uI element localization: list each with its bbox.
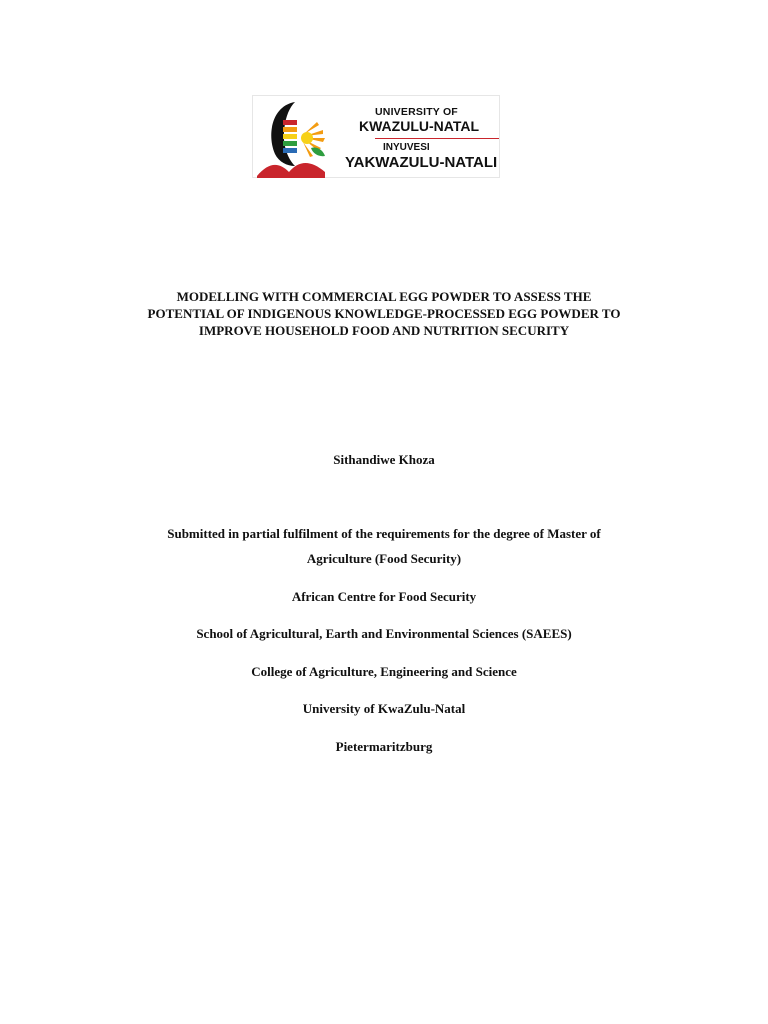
submission-statement-line-1: Submitted in partial fulfilment of the requirements for the degree of Master of: [167, 526, 601, 541]
ukzn-emblem-icon: [253, 96, 341, 179]
logo-divider: [375, 138, 499, 139]
logo-line-3: INYUVESI: [383, 142, 430, 153]
city-name: Pietermaritzburg: [335, 739, 433, 754]
title-line-3: IMPROVE HOUSEHOLD FOOD AND NUTRITION SECURITY: [198, 323, 570, 338]
logo-line-2: KWAZULU-NATAL: [359, 118, 480, 134]
university-logo: [252, 95, 500, 178]
school-name: School of Agricultural, Earth and Environmental Sciences (SAEES): [196, 626, 572, 641]
logo-wordmark: [341, 96, 501, 179]
college-name: College of Agriculture, Engineering and Science: [251, 664, 517, 679]
submission-statement-line-2: Agriculture (Food Security): [306, 551, 462, 566]
title-line-1: MODELLING WITH COMMERCIAL EGG POWDER TO ASSESS THE: [176, 289, 592, 304]
author-name: Sithandiwe Khoza: [333, 452, 435, 467]
thesis-title: [84, 288, 684, 339]
university-name: University of KwaZulu-Natal: [302, 701, 466, 716]
logo-line-1: UNIVERSITY OF: [375, 106, 458, 118]
centre-name: African Centre for Food Security: [291, 589, 477, 604]
logo-line-4: YAKWAZULU-NATALI: [345, 154, 498, 171]
title-line-2: POTENTIAL OF INDIGENOUS KNOWLEDGE-PROCESSED EGG POWDER TO: [147, 306, 621, 321]
